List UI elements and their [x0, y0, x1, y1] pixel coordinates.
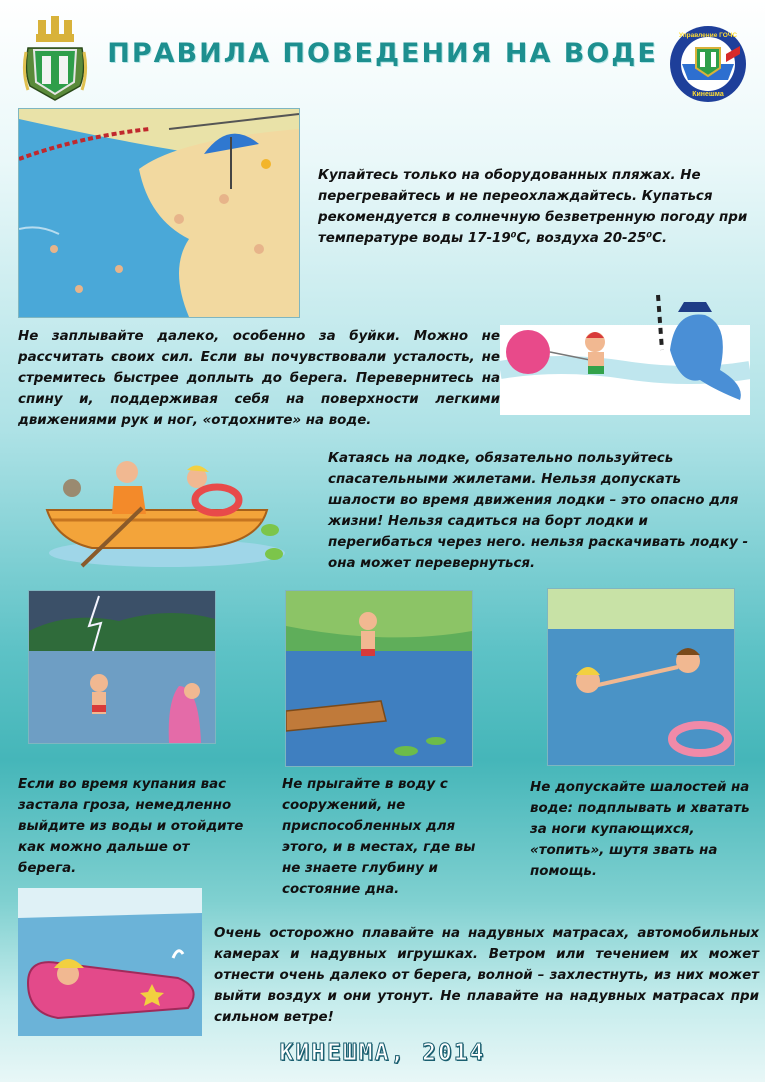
- boat-illustration: [42, 458, 287, 570]
- buoys-rules-text: Не заплывайте далеко, особенно за буйки. Можно не рассчитать своих сил. Если вы почувствовали усталость, не стремитесь быстрее доплыть до берега. Перевернитесь на спину и, поддерживая себя на поверхности легкими движениями рук и ног, «отдохните» на воде.: [18, 329, 500, 428]
- boat-rules-text: Катаясь на лодке, обязательно пользуйтесь спасательными жилетами. Нельзя допускать шалости во время движения лодки – это опасно для жизни! Нельзя садиться на борт лодки и перегибаться через него. нельзя раскачивать лодку - она может перевернуться.: [328, 451, 749, 571]
- storm-illustration: [28, 590, 216, 744]
- storm-rules-text: Если во время купания вас застала гроза, немедленно выйдите из воды и отойдите как можно дальше от берега.: [18, 777, 244, 876]
- footer-caption: КИНЕШМА, 2014: [279, 1040, 486, 1066]
- mattress-rules-text: Очень осторожно плавайте на надувных матрасах, автомобильных камерах и надувных игрушках. Ветром или течением их может отнести очень далеко от берега, волной – захлестнуть, из них может выйти воздух и они утонут. Не плавайте на надувных матрасах при сильном ветре!: [214, 926, 759, 1025]
- jumping-rules-text: Не прыгайте в воду с сооружений, не приспособленных для этого, и в местах, где вы не знаете глубину и состояние дна.: [282, 777, 476, 897]
- beach-rules-text: Купайтесь только на оборудованных пляжах. Не перегревайтесь и не переохлаждайтесь. Купаться рекомендуется в солнечную безветренную погоду при температуре воды 17-19⁰С, воздуха 20-25⁰С.: [318, 168, 748, 246]
- beach-illustration: [18, 108, 300, 318]
- jumping-illustration: [285, 590, 473, 767]
- civil-defense-emblem-logo: [668, 24, 748, 104]
- emblem-bottom-text: Кинешма: [692, 91, 724, 98]
- mattress-illustration: [18, 888, 202, 1036]
- buoys-illustration: [500, 290, 750, 415]
- pranks-illustration: [547, 588, 735, 766]
- emblem-top-text: Управление ГОЧС: [678, 32, 738, 39]
- pranks-rules-text: Не допускайте шалостей на воде: подплывать и хватать за ноги купающихся, «топить», шутя звать на помощь.: [530, 780, 750, 879]
- page-title: ПРАВИЛА ПОВЕДЕНИЯ НА ВОДЕ: [107, 38, 658, 69]
